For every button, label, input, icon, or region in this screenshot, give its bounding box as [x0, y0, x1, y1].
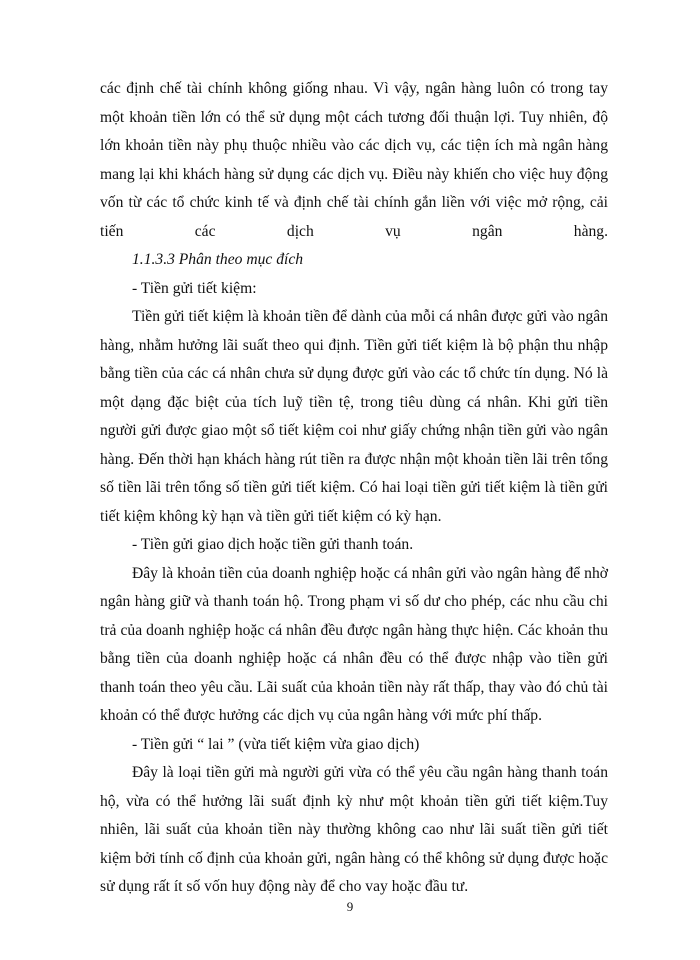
page-body [100, 75, 608, 902]
bullet-savings-deposit: - Tiền gửi tiết kiệm: [132, 279, 257, 297]
bullet-hybrid-deposit: - Tiền gửi “ lai ” (vừa tiết kiệm vừa giao dịch) [132, 735, 420, 753]
page-number: 9 [346, 899, 354, 914]
paragraph-hybrid-deposit: Đây là loại tiền gửi mà người gửi vừa có thể yêu cầu ngân hàng thanh toán hộ, vừa có thể hưởng lãi suất định kỳ như một khoản tiền gửi tiết kiệm.Tuy nhiên, lãi suất của khoản tiền này thường không cao như lãi suất tiền gửi tiết kiệm bởi tính cố định của khoản gửi, ngân hàng có thể không sử dụng được hoặc sử dụng rất ít số vốn huy động này để cho vay hoặc đầu tư. [100, 764, 608, 895]
continuation-paragraph: các định chế tài chính không giống nhau. Vì vậy, ngân hàng luôn có trong tay một khoản tiền lớn có thể sử dụng một cách tương đối thuận lợi. Tuy nhiên, độ lớn khoản tiền này phụ thuộc nhiều vào các dịch vụ, các tiện ích mà ngân hàng mang lại khi khách hàng sử dụng các dịch vụ. Điều này khiến cho việc huy động vốn từ các tổ chức kinh tế và định chế tài chính gắn liền với việc mở rộng, cải tiến các dịch vụ ngân hàng. [100, 80, 608, 240]
bullet-transaction-deposit: - Tiền gửi giao dịch hoặc tiền gửi thanh toán. [132, 536, 414, 553]
paragraph-savings-deposit: Tiền gửi tiết kiệm là khoản tiền để dành của mỗi cá nhân được gửi vào ngân hàng, nhằm hưởng lãi suất theo qui định. Tiền gửi tiết kiệm là bộ phận thu nhập bằng tiền của các cá nhân chưa sử dụng được gửi vào các tổ chức tín dụng. Nó là một dạng đặc biệt của tích luỹ tiền tệ, trong tiêu dùng cá nhân. Khi gửi tiền người gửi được giao một sổ tiết kiệm coi như giấy chứng nhận tiền gửi vào ngân hàng. Đến thời hạn khách hàng rút tiền ra được nhận một khoản tiền lãi trên tổng số tiền lãi trên tổng số tiền gửi tiết kiệm. Có hai loại tiền gửi tiết kiệm là tiền gửi tiết kiệm không kỳ hạn và tiền gửi tiết kiệm có kỳ hạn. [100, 308, 608, 525]
section-heading: 1.1.3.3 Phân theo mục đích [132, 251, 304, 268]
paragraph-transaction-deposit: Đây là khoản tiền của doanh nghiệp hoặc cá nhân gửi vào ngân hàng để nhờ ngân hàng giữ và thanh toán hộ. Trong phạm vi số dư cho phép, các nhu cầu chi trả của doanh nghiệp hoặc cá nhân đều được ngân hàng thực hiện. Các khoản thu bằng tiền của doanh nghiệp hoặc cá nhân đều có thể được nhập vào tiền gửi thanh toán theo yêu cầu. Lãi suất của khoản tiền này rất thấp, thay vào đó chủ tài khoản có thể được hưởng các dịch vụ của ngân hàng với mức phí thấp. [100, 564, 608, 724]
